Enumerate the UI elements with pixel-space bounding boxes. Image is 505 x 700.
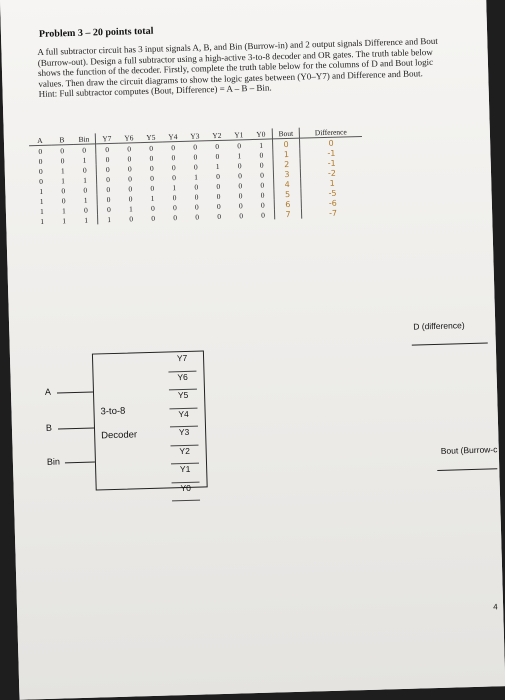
table-cell: 1 — [74, 174, 97, 185]
table-cell: 0 — [151, 213, 156, 223]
table-cell: 0 — [172, 172, 177, 182]
table-cell: 0 — [215, 151, 220, 161]
table-cell: 0 — [127, 153, 132, 163]
difference-output-line — [412, 343, 488, 346]
table-cell: 0 — [252, 209, 275, 220]
column-header: A — [29, 135, 51, 146]
table-cell: 0 — [171, 152, 176, 162]
table-cell: 0 — [73, 144, 96, 155]
table-cell: 0 — [150, 183, 155, 193]
column-header: Y6 — [118, 132, 140, 143]
table-cell: 0 — [173, 212, 178, 222]
table-cell: 0 — [251, 159, 274, 170]
table-cell: 0 — [194, 202, 199, 212]
table-cell: 1 — [107, 214, 112, 224]
input-b-wire — [58, 428, 94, 430]
decoder-output-label: Y1 — [171, 464, 200, 483]
handwritten-cell[interactable]: -7 — [328, 208, 338, 218]
decoder-outputs — [168, 353, 200, 502]
decoder-output-label: Y0 — [172, 482, 201, 501]
table-cell: 0 — [39, 176, 44, 186]
problem-title: Problem 3 – 20 points total — [38, 25, 154, 40]
table-cell: 1 — [60, 165, 65, 175]
table-cell: 0 — [60, 145, 65, 155]
table-cell: 0 — [193, 142, 198, 152]
table-cell: 1 — [150, 193, 155, 203]
table-cell: 1 — [215, 161, 220, 171]
table-cell: 0 — [238, 200, 243, 210]
table-cell: 0 — [194, 192, 199, 202]
table-cell: 0 — [171, 162, 176, 172]
table-cell: 0 — [127, 163, 132, 173]
table-cell: 1 — [39, 186, 44, 196]
table-cell: 0 — [74, 184, 97, 195]
table-cell: 0 — [106, 174, 111, 184]
table-cell: 0 — [215, 171, 220, 181]
table-cell: 0 — [150, 203, 155, 213]
table-cell: 1 — [73, 154, 96, 165]
handwritten-cell[interactable]: 1 — [273, 149, 300, 160]
table-cell: 0 — [252, 199, 275, 210]
table-cell: 0 — [217, 211, 222, 221]
column-header: Y7 — [95, 133, 118, 144]
table-cell: 0 — [106, 184, 111, 194]
table-cell: 0 — [128, 183, 133, 193]
column-header: Difference — [299, 126, 362, 138]
decoder-output-label: Y7 — [168, 353, 197, 372]
table-cell: 0 — [149, 153, 154, 163]
input-a-label: A — [44, 386, 52, 397]
decoder-output-label: Y6 — [168, 371, 197, 390]
table-cell: 1 — [75, 214, 98, 225]
column-header: Y2 — [206, 130, 228, 141]
handwritten-cell[interactable]: 0 — [272, 138, 299, 149]
table-cell: 1 — [39, 196, 44, 206]
decoder-label-3to8: 3-to-8 — [100, 405, 126, 418]
table-cell: 0 — [238, 180, 243, 190]
table-cell: 0 — [172, 202, 177, 212]
table-cell: 1 — [194, 172, 199, 182]
table-cell: 1 — [62, 215, 67, 225]
table-cell: 0 — [38, 146, 43, 156]
table-cell: 0 — [105, 164, 110, 174]
table-cell: 0 — [105, 144, 110, 154]
handwritten-cell[interactable]: -5 — [328, 188, 337, 198]
handwritten-cell[interactable]: 5 — [274, 189, 301, 200]
column-header: Y1 — [228, 129, 250, 140]
table-cell: 0 — [171, 142, 176, 152]
truth-table — [29, 126, 364, 226]
table-cell: 0 — [216, 181, 221, 191]
difference-output-label: D (difference) — [413, 320, 465, 332]
problem-text: A full subtractor circuit has 3 input signals A, B, and Bin (Burrow-in) and 2 output signals Difference and Bout (Burrow-out). Design a full subtractor using a high-active 3-to-8 decoder and OR gates. The truth table below shows the function of the decoder. Firstly, complete the truth table below for the columns of D and Bout logic values. Then draw the circuit diagrams to show the logic gates between (Y0–Y7) and Difference and Bout. Hint: Full subtractor computes (Bout, Difference) = A – B – Bin. — [37, 35, 438, 99]
column-header: Y5 — [140, 132, 162, 143]
table-cell: 0 — [216, 191, 221, 201]
table-cell: 0 — [195, 212, 200, 222]
table-cell: 1 — [128, 203, 133, 213]
input-a-wire — [57, 392, 93, 394]
table-cell: 0 — [193, 152, 198, 162]
decoder-label: Decoder — [101, 429, 138, 442]
handwritten-cell[interactable]: 1 — [329, 178, 335, 188]
handwritten-cell[interactable]: 0 — [328, 138, 334, 148]
table-cell: 0 — [172, 192, 177, 202]
table-cell: 1 — [39, 206, 44, 216]
table-cell: 1 — [61, 205, 66, 215]
bout-output-label: Bout (Burrow-c — [440, 444, 498, 456]
table-cell: 0 — [38, 156, 43, 166]
table-cell: 0 — [149, 143, 154, 153]
column-header: Y0 — [250, 128, 273, 139]
input-b-label: B — [45, 422, 53, 433]
table-cell: 0 — [60, 155, 65, 165]
handwritten-cell[interactable]: 7 — [274, 209, 301, 220]
table-cell: 0 — [237, 160, 242, 170]
table-cell: 0 — [61, 195, 66, 205]
table-cell: 0 — [128, 193, 133, 203]
table-cell: 0 — [38, 166, 43, 176]
table-cell: 0 — [215, 141, 220, 151]
column-header: Y4 — [162, 131, 184, 142]
table-cell: 1 — [172, 182, 177, 192]
decoder-output-label: Y3 — [170, 427, 199, 446]
column-header: B — [51, 134, 73, 145]
table-cell: 1 — [61, 175, 66, 185]
table-cell: 0 — [128, 173, 133, 183]
column-header: Bout — [272, 128, 299, 139]
table-cell: 0 — [251, 169, 274, 180]
table-cell: 1 — [237, 150, 242, 160]
table-cell: 1 — [74, 194, 97, 205]
page-number: 4 — [493, 602, 498, 612]
handwritten-cell[interactable]: -6 — [328, 198, 337, 208]
handwritten-cell[interactable]: -1 — [327, 158, 336, 168]
table-cell: 0 — [106, 204, 111, 214]
table-cell: 1 — [250, 139, 273, 150]
handwritten-cell[interactable]: 2 — [273, 159, 300, 170]
table-cell: 0 — [75, 204, 98, 215]
table-cell: 0 — [149, 163, 154, 173]
table-cell: 0 — [237, 140, 242, 150]
decoder-output-label: Y4 — [169, 408, 198, 427]
handwritten-cell[interactable]: -1 — [327, 148, 336, 158]
table-cell: 0 — [194, 182, 199, 192]
table-cell: 0 — [129, 213, 134, 223]
handwritten-cell[interactable]: 6 — [274, 199, 301, 210]
table-cell: 0 — [106, 194, 111, 204]
table-cell: 0 — [193, 162, 198, 172]
table-body — [29, 136, 364, 226]
table-cell: 0 — [251, 179, 274, 190]
bout-output-line — [437, 468, 497, 471]
input-bin-label: Bin — [46, 456, 61, 467]
column-header: Bin — [73, 133, 96, 144]
table-cell: 0 — [238, 190, 243, 200]
table-cell: 0 — [105, 154, 110, 164]
table-cell: 0 — [250, 149, 273, 160]
decoder-output-label: Y2 — [171, 445, 200, 464]
table-cell: 0 — [239, 210, 244, 220]
handwritten-cell[interactable]: 4 — [274, 179, 301, 190]
table-cell: 0 — [216, 201, 221, 211]
handwritten-cell[interactable]: -2 — [327, 168, 337, 178]
table-cell: 0 — [237, 170, 242, 180]
column-header: Y3 — [184, 130, 206, 141]
table-cell: 1 — [40, 216, 45, 226]
table-cell: 0 — [61, 185, 66, 195]
table-cell: 0 — [251, 189, 274, 200]
table-cell: 0 — [127, 143, 132, 154]
input-bin-wire — [65, 462, 95, 464]
table-cell: 0 — [74, 164, 97, 175]
table-cell: 0 — [150, 173, 155, 183]
handwritten-cell[interactable]: 3 — [273, 169, 300, 180]
decoder-output-label: Y5 — [169, 390, 198, 409]
